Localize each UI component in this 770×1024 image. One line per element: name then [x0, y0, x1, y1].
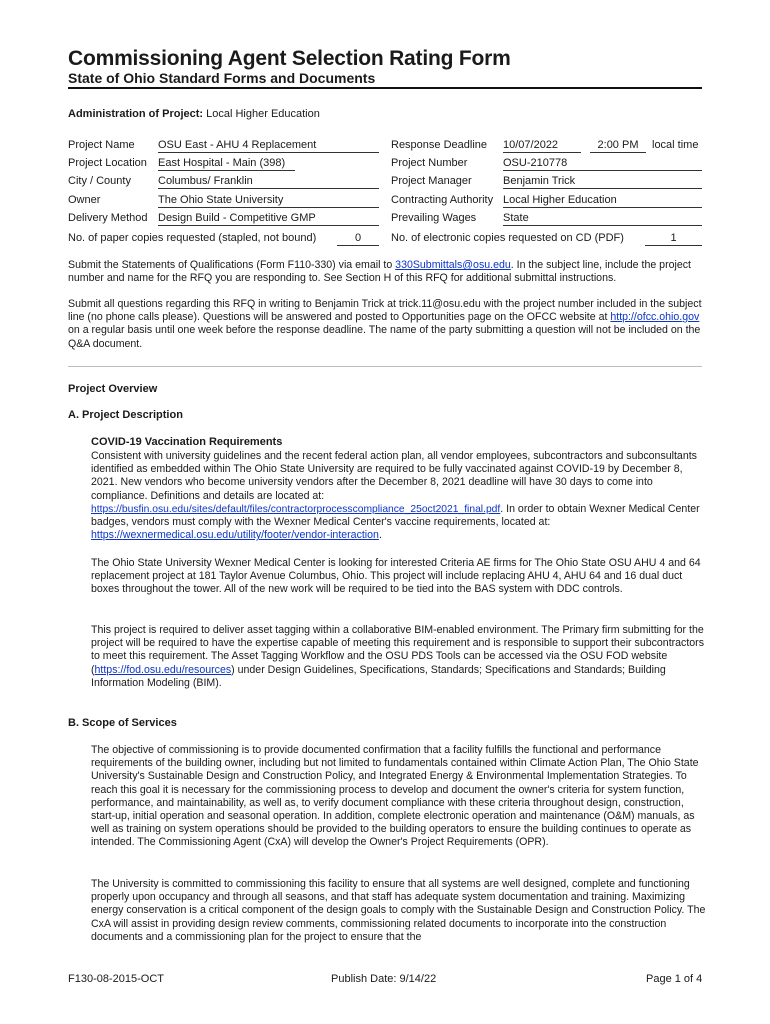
electronic-copies-label: No. of electronic copies requested on CD (PDF)	[391, 232, 624, 244]
scope-paragraph-1: The objective of commissioning is to provide documented confirmation that a facility fulfills the functional and performance requirements of the building owner, including but not limited to fundamentals contained within Climate Action Plan, The Ohio State University's Sustainable Design and Construction Policy, and Integrated Energy & Environmental Implementation Strategies. To reach this goal it is necessary for the commissioning process to develop and document the owner's criteria for system function, performance, and maintainability, as well as, to verify document compliance with these criteria throughout design, construction, start-up, initial operation and seasonal operation. In addition, complete electronic operation and maintenance (O&M) manuals, as well as training on system operations should be provided to the building operators to ensure the building continues to operate as intended. The Commissioning Agent (CxA) will develop the Owner's Project Requirements (OPR).	[91, 744, 699, 849]
section-divider	[68, 366, 702, 367]
questions-text-start: Submit all questions regarding this RFQ in writing to Benjamin Trick at trick.11@osu.edu with the project number included in the subject line (no phone calls please). Questions will be answered and posted to Opportunities page on the OFCC website at	[68, 298, 702, 324]
page-subtitle: State of Ohio Standard Forms and Documents	[68, 70, 376, 86]
delivery-method-field[interactable]: Design Build - Competitive GMP	[158, 212, 379, 226]
covid-text-end: .	[378, 529, 382, 542]
project-name-label: Project Name	[68, 139, 135, 151]
contracting-authority-label: Contracting Authority	[391, 194, 494, 206]
project-overview-heading: Project Overview	[68, 383, 158, 395]
covid-paragraph	[91, 450, 707, 542]
questions-text-end: on a regular basis until one week before the response deadline. The name of the party submitting a question will not be included on the Q&A document.	[68, 324, 701, 350]
submission-paragraph	[68, 259, 704, 285]
asset-tagging-text-start: This project is required to deliver asset tagging within a collaborative BIM-enabled environment. The Primary firm submitting for the project will be required to have the expertise capable of meeting this requirement and is responsible to support their subcontractors to meet this requirement. The Asset Tagging Workflow and the OSU PDS Tools can be accessed via the OSU FOD website (	[91, 624, 705, 676]
owner-field[interactable]: The Ohio State University	[158, 194, 379, 208]
title-divider	[68, 87, 702, 89]
project-manager-label: Project Manager	[391, 175, 472, 187]
asset-tagging-text-end: ) under Design Guidelines, Specifications, Standards; Specifications and Standards; Building Information Modeling (BIM).	[91, 663, 666, 689]
local-time-label: local time	[652, 139, 699, 151]
administration-label: Administration of Project:	[68, 108, 204, 120]
city-county-label: City / County	[68, 175, 131, 187]
project-location-field[interactable]: East Hospital - Main (398)	[158, 157, 295, 171]
covid-heading: COVID-19 Vaccination Requirements	[91, 436, 283, 448]
asset-tagging-paragraph	[91, 624, 707, 690]
ofcc-website-link[interactable]: http://ofcc.ohio.gov	[610, 311, 700, 324]
delivery-method-label: Delivery Method	[68, 212, 148, 224]
footer-form-id: F130-08-2015-OCT	[68, 973, 164, 985]
submission-text-start: Submit the Statements of Qualifications (Form F110-330) via email to	[68, 259, 396, 271]
response-deadline-date-field[interactable]: 10/07/2022	[503, 139, 581, 153]
scope-paragraph-2: The University is committed to commissioning this facility to ensure that all systems are well designed, complete and functioning properly upon occupancy and through all seasons, and that staff has adequate system documentation and training. Maximizing energy conservation is a critical component of the design goals to comply with the Sustainable Design and Construction Policy. The CxA will assist in providing design review comments, commissioning related documents to incorporate into the construction documents and a commissioning plan for the project to ensure that the	[91, 878, 706, 943]
project-name-field[interactable]: OSU East - AHU 4 Replacement	[158, 139, 379, 153]
covid-text-start: Consistent with university guidelines and the recent federal action plan, all vendor employees, subcontractors and subconsultants identified as embedded within The Ohio State University are required to be fully vaccinated against COVID-19 by December 8, 2021. New vendors who become university vendors after the December 8, 2021 deadline will have 30 days to come into compliance. Definitions and details are located at:	[91, 450, 697, 502]
contracting-authority-field[interactable]: Local Higher Education	[503, 194, 702, 208]
scope-of-services-heading: B. Scope of Services	[68, 717, 177, 729]
paper-copies-label: No. of paper copies requested (stapled, not bound)	[68, 232, 317, 244]
project-description-heading: A. Project Description	[68, 409, 183, 421]
administration-value: Local Higher Education	[206, 108, 320, 120]
page-title: Commissioning Agent Selection Rating Form	[68, 47, 511, 70]
electronic-copies-field[interactable]: 1	[645, 232, 702, 246]
prevailing-wages-label: Prevailing Wages	[391, 212, 477, 224]
questions-paragraph	[68, 298, 704, 351]
paper-copies-field[interactable]: 0	[337, 232, 379, 246]
owner-label: Owner	[68, 194, 101, 206]
footer-page-number: Page 1 of 4	[646, 973, 703, 985]
wexner-vendor-link[interactable]: https://wexnermedical.osu.edu/utility/footer/vendor-interaction	[91, 529, 379, 542]
project-number-field[interactable]: OSU-210778	[503, 157, 702, 171]
submission-text-end: . In the subject line, include the project number and name for the RFQ you are responding to. See Section H of this RFQ for additional submittal instructions.	[68, 259, 691, 285]
fod-resources-link[interactable]: https://fod.osu.edu/resources	[94, 663, 232, 676]
submittals-email-link[interactable]: 330Submittals@osu.edu	[395, 259, 511, 271]
project-manager-field[interactable]: Benjamin Trick	[503, 175, 702, 189]
covid-text-middle: . In order to obtain Wexner Medical Center badges, vendors must comply with the Wexner Medical Center's vaccine requirements, located at:	[91, 502, 700, 529]
project-number-label: Project Number	[391, 157, 468, 169]
response-deadline-time-field[interactable]: 2:00 PM	[590, 139, 646, 153]
project-description-paragraph: The Ohio State University Wexner Medical Center is looking for interested Criteria AE firms for The Ohio State OSU AHU 4 and 64 replacement project at 181 Taylor Avenue Columbus, Ohio. This project will include replacing AHU 4, AHU 64 and 16 dual duct boxes throughout the tower. All of the new work will be required to be tied into the BAS system with DDC controls.	[91, 557, 701, 596]
footer-publish-date: Publish Date: 9/14/22	[331, 973, 437, 985]
busfin-compliance-link[interactable]: https://busfin.osu.edu/sites/default/files/contractorprocesscompliance_25oct2021_final.pdf	[91, 503, 501, 515]
prevailing-wages-field[interactable]: State	[503, 212, 702, 226]
project-location-label: Project Location	[68, 157, 147, 169]
city-county-field[interactable]: Columbus/ Franklin	[158, 175, 379, 189]
response-deadline-label: Response Deadline	[391, 139, 488, 151]
administration-line	[68, 108, 320, 120]
